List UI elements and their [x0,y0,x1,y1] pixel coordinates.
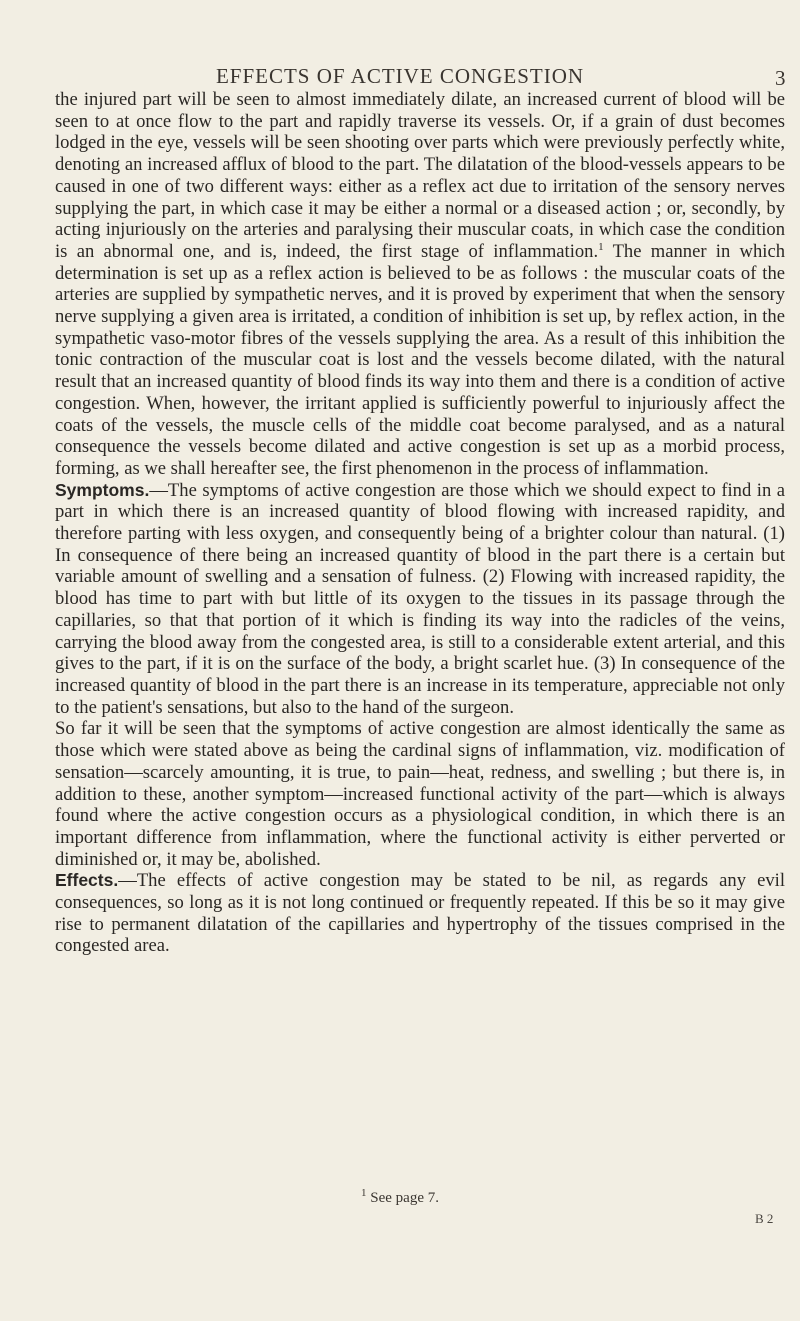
section-heading-symptoms: Symptoms. [55,479,150,500]
page-number: 3 [775,66,786,90]
footnote-text: See page 7. [366,1190,439,1206]
paragraph-text: the injured part will be seen to almost immediately dilate, an increased current of blood will be seen to at once flow to the part and rapidly traverse its vessels. Or, if a grain of dust becomes lodged in the eye, vessels will be seen shooting over parts which were previously perfectly white, denoting an increased afflux of blood to the part. The dilatation of the blood-vessels appears to be caused in one of two different ways: either as a reflex act due to irritation of the sensory nerves supplying the part, in which case it may be either a normal or a diseased action ; or, secondly, by acting injuriously on the arteries and paralysing their muscular coats, in which case the condition is an abnormal one, and is, indeed, the first stage of inflammation. [55,89,785,262]
paragraph-symptoms [55,480,785,719]
section-heading-effects: Effects. [55,870,119,891]
footnote-reference: 1 [598,240,604,253]
paragraph-comparison [55,718,785,870]
paragraph-dilatation [55,89,785,480]
paragraph-text: So far it will be seen that the symptoms of active congestion are almost identically the same as those which were stated above as being the cardinal signs of inflammation, viz. modification of sensation—scarcely amounting, it is true, to pain—heat, redness, and swelling ; but there is, in addition to these, another symptom—increased functional activity of the part—which is always found where the active congestion occurs as a physiological condition, in which there is an important difference from inflammation, where the functional activity is either perverted or diminished or, it may be, abolished. [55,718,785,870]
paragraph-effects [55,870,785,957]
paragraph-text: The manner in which determination is set up as a reflex action is believed to be as follows : the muscular coats of the arteries are supplied by sympathetic nerves, and it is proved by experiment that when the sensory nerve supplying a given area is irritated, a condition of inhibition is set up, by reflex action, in the sympathetic vaso-motor fibres of the vessels supplying the area. As a result of this inhibition the tonic contraction of the muscular coat is lost and the vessels become dilated, with the natural result that an increased quantity of blood finds its way into them and there is a condition of active congestion. When, however, the irritant applied is sufficiently powerful to injuriously affect the coats of the vessels, the muscle cells of the middle coat become paralysed, and as a natural consequence the vessels become dilated and active congestion is set up as a morbid process, forming, as we shall hereafter see, the first phenomenon in the process of inflammation. [55,240,786,479]
paragraph-text: —The symptoms of active congestion are those which we should expect to find in a part in which there is an increased quantity of blood flowing with increased rapidity, and therefore parting with less oxygen, and consequently being of a brighter colour than natural. (1) In consequence of there being an increased quantity of blood in the part there is a certain but variable amount of swelling and a sensation of fulness. (2) Flowing with increased rapidity, the blood has time to part with but little of its oxygen to the tissues in its passage through the capillaries, so that that portion of it which is finding its way into the radicles of the veins, carrying the blood away from the congested area, is still to a considerable extent arterial, and this gives to the part, if it is on the surface of the body, a bright scarlet hue. (3) In consequence of the increased quantity of blood in the part there is an increase in its temperature, appreciable not only to the patient's sensations, but also to the hand of the surgeon. [55,479,785,718]
signature-mark: B 2 [755,1211,774,1226]
paragraph-text: —The effects of active congestion may be stated to be nil, as regards any evil consequences, so long as it is not long continued or frequently repeated. If this be so it may give rise to permanent dilatation of the capillaries and hypertrophy of the tissues comprised in the congested area. [55,870,785,957]
footnote-marker: 1 [361,1187,367,1199]
running-title: EFFECTS OF ACTIVE CONGESTION [215,64,585,88]
body-text [55,89,785,957]
footnote [0,1187,800,1207]
